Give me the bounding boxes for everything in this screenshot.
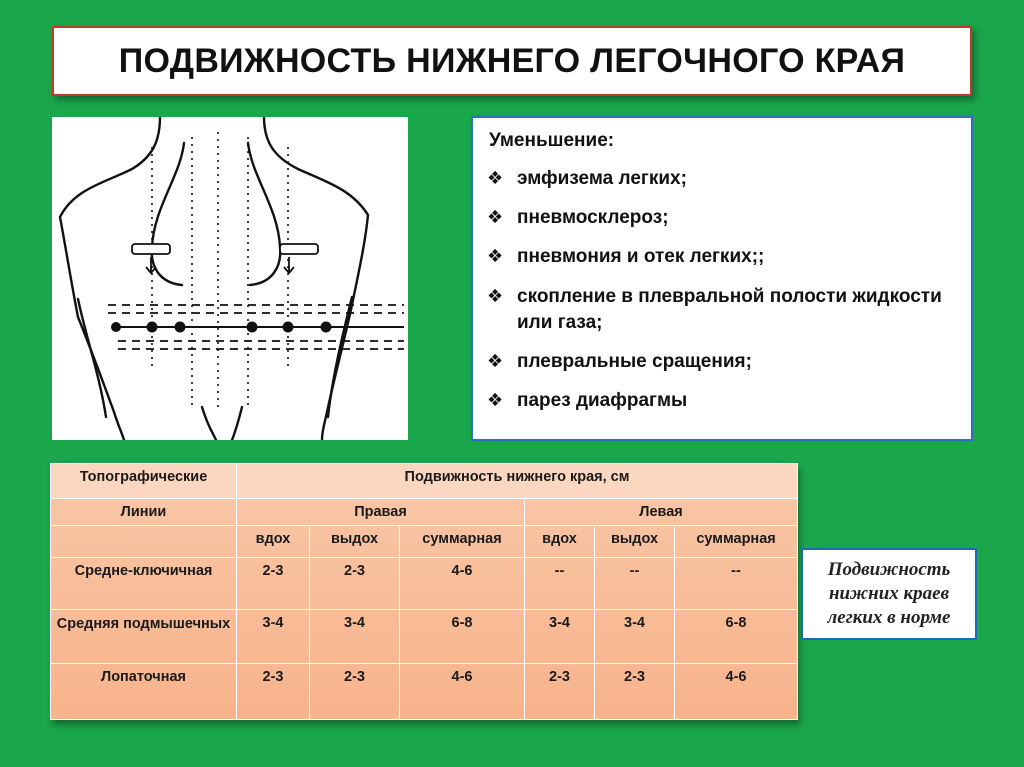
header-left: Левая (525, 499, 798, 526)
list-item: ❖ плевральные сращения; (487, 351, 752, 373)
list-heading: Уменьшение: (489, 130, 615, 151)
table-row (51, 610, 798, 664)
header-topographic: Топографические (51, 464, 237, 499)
mobility-table (50, 463, 798, 720)
subheader-total: суммарная (400, 526, 525, 558)
table-cell: 2-3 (595, 664, 675, 720)
table-cell: -- (675, 558, 798, 610)
table-cell: -- (595, 558, 675, 610)
page-title: ПОДВИЖНОСТЬ НИЖНЕГО ЛЕГОЧНОГО КРАЯ (118, 41, 906, 80)
diamond-bullet-icon: ❖ (487, 246, 504, 267)
causes-list-box (471, 116, 973, 441)
table-cell: 2-3 (237, 664, 310, 720)
diamond-bullet-icon: ❖ (487, 390, 504, 411)
table-cell: -- (525, 558, 595, 610)
list-item: ❖ пневмосклероз; (487, 207, 669, 229)
header-mobility: Подвижность нижнего края, см (237, 464, 798, 499)
table-header-row (51, 464, 798, 499)
row-line-name: Средне-ключичная (51, 558, 237, 610)
table-cell: 4-6 (400, 664, 525, 720)
header-right: Правая (237, 499, 525, 526)
diamond-bullet-icon: ❖ (487, 351, 504, 372)
table-cell: 2-3 (310, 558, 400, 610)
row-line-name: Средняя подмышечных (51, 610, 237, 664)
diamond-bullet-icon: ❖ (487, 207, 504, 228)
diamond-bullet-icon: ❖ (487, 168, 504, 188)
table-cell: 2-3 (525, 664, 595, 720)
header-lines: Линии (51, 499, 237, 526)
mobility-table-container (50, 463, 797, 720)
norm-note-box (801, 548, 977, 640)
table-header-row (51, 499, 798, 526)
back-diagram-svg (52, 117, 408, 440)
diamond-bullet-icon: ❖ (487, 285, 504, 306)
table-cell: 4-6 (400, 558, 525, 610)
subheader-inhale: вдох (525, 526, 595, 558)
list-item: ❖ парез диафрагмы (487, 390, 688, 412)
subheader-exhale: выдох (310, 526, 400, 558)
table-cell (51, 526, 237, 558)
causes-list (487, 166, 957, 415)
table-cell: 2-3 (237, 558, 310, 610)
list-item: ❖ скопление в плевральной полости жидкости или газа; (487, 285, 942, 333)
list-item: ❖ пневмония и отек легких;; (487, 246, 765, 268)
table-row (51, 664, 798, 720)
table-subheader-row (51, 526, 798, 558)
table-cell: 3-4 (595, 610, 675, 664)
table-row (51, 558, 798, 610)
subheader-exhale: выдох (595, 526, 675, 558)
table-cell: 6-8 (675, 610, 798, 664)
table-cell: 3-4 (525, 610, 595, 664)
table-cell: 3-4 (310, 610, 400, 664)
norm-note: Подвижность нижних краев легких в норме (827, 559, 951, 628)
table-cell: 3-4 (237, 610, 310, 664)
subheader-total: суммарная (675, 526, 798, 558)
subheader-inhale: вдох (237, 526, 310, 558)
table-cell: 4-6 (675, 664, 798, 720)
table-cell: 2-3 (310, 664, 400, 720)
table-cell: 6-8 (400, 610, 525, 664)
row-line-name: Лопаточная (51, 664, 237, 720)
back-diagram-figure (52, 117, 408, 440)
title-box (52, 26, 972, 96)
list-item: ❖ эмфизема легких; (487, 168, 687, 189)
